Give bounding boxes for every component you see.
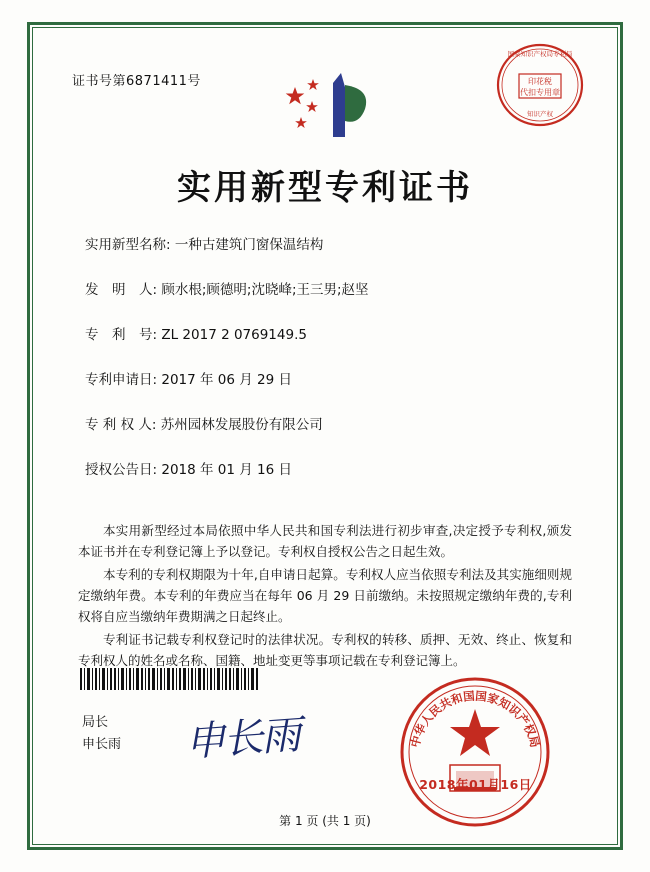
field-row — [85, 370, 565, 390]
svg-text:印花税: 印花税 — [528, 77, 552, 86]
certificate-fields — [85, 235, 565, 505]
seal-date: 2018年01月16日 — [419, 777, 532, 792]
page-title: 实用新型专利证书 — [177, 168, 473, 208]
field-row — [85, 415, 565, 435]
field-value: 2017 年 06 月 29 日 — [161, 372, 293, 388]
field-label: 专利申请日: — [85, 372, 158, 388]
field-row — [85, 280, 565, 300]
field-label: 发 明 人: — [85, 282, 158, 298]
field-row — [85, 235, 565, 255]
legal-paragraph: 专利证书记载专利权登记时的法律状况。专利权的转移、质押、无效、终止、恢复和专利权人的姓名或名称、国籍、地址变更等事项记载在专利登记簿上。 — [78, 632, 572, 668]
field-row — [85, 325, 565, 345]
tax-stamp-seal — [495, 40, 585, 130]
field-value: ZL 2017 2 0769149.5 — [161, 327, 307, 343]
legal-paragraph: 本实用新型经过本局依照中华人民共和国专利法进行初步审查,决定授予专利权,颁发本证书并在专利登记簿上予以登记。专利权自授权公告之日起生效。 — [78, 523, 572, 559]
patent-office-logo-icon — [265, 65, 385, 145]
field-value: 苏州园林发展股份有限公司 — [160, 417, 323, 433]
legal-paragraph: 本专利的专利权期限为十年,自申请日起算。专利权人应当依照专利法及其实施细则规定缴纳年费。本专利的年费应当在每年 06 月 29 日前缴纳。未按照规定缴纳年费的,专利权将自应当缴纳年费期满之日起终止。 — [78, 567, 572, 624]
field-value: 顾水根;顾德明;沈晓峰;王三男;赵坚 — [161, 282, 369, 298]
svg-text:中华人民共和国国家知识产权局: 中华人民共和国国家知识产权局 — [407, 688, 543, 749]
signature-block — [82, 712, 121, 756]
field-label: 专 利 号: — [85, 327, 158, 343]
page-footer: 第 1 页 (共 1 页) — [279, 814, 371, 828]
svg-text:知识产权: 知识产权 — [527, 110, 553, 118]
svg-text:代扣专用章: 代扣专用章 — [520, 88, 560, 97]
field-value: 一种古建筑门窗保温结构 — [174, 237, 324, 253]
field-label: 专 利 权 人: — [85, 417, 157, 433]
certificate-number: 证书号第6871411号 — [72, 74, 201, 89]
signature-name-label: 申长雨 — [82, 737, 122, 752]
legal-body-text — [78, 520, 572, 673]
field-value: 2018 年 01 月 16 日 — [161, 462, 293, 478]
barcode — [80, 668, 260, 690]
field-row — [85, 460, 565, 480]
field-label: 实用新型名称: — [85, 237, 171, 253]
official-seal — [398, 675, 553, 830]
handwritten-signature: 申长雨 — [183, 712, 301, 766]
svg-text:国家知识产权局专利局: 国家知识产权局专利局 — [507, 50, 573, 58]
signature-role-label: 局长 — [82, 715, 109, 730]
field-label: 授权公告日: — [85, 462, 158, 478]
